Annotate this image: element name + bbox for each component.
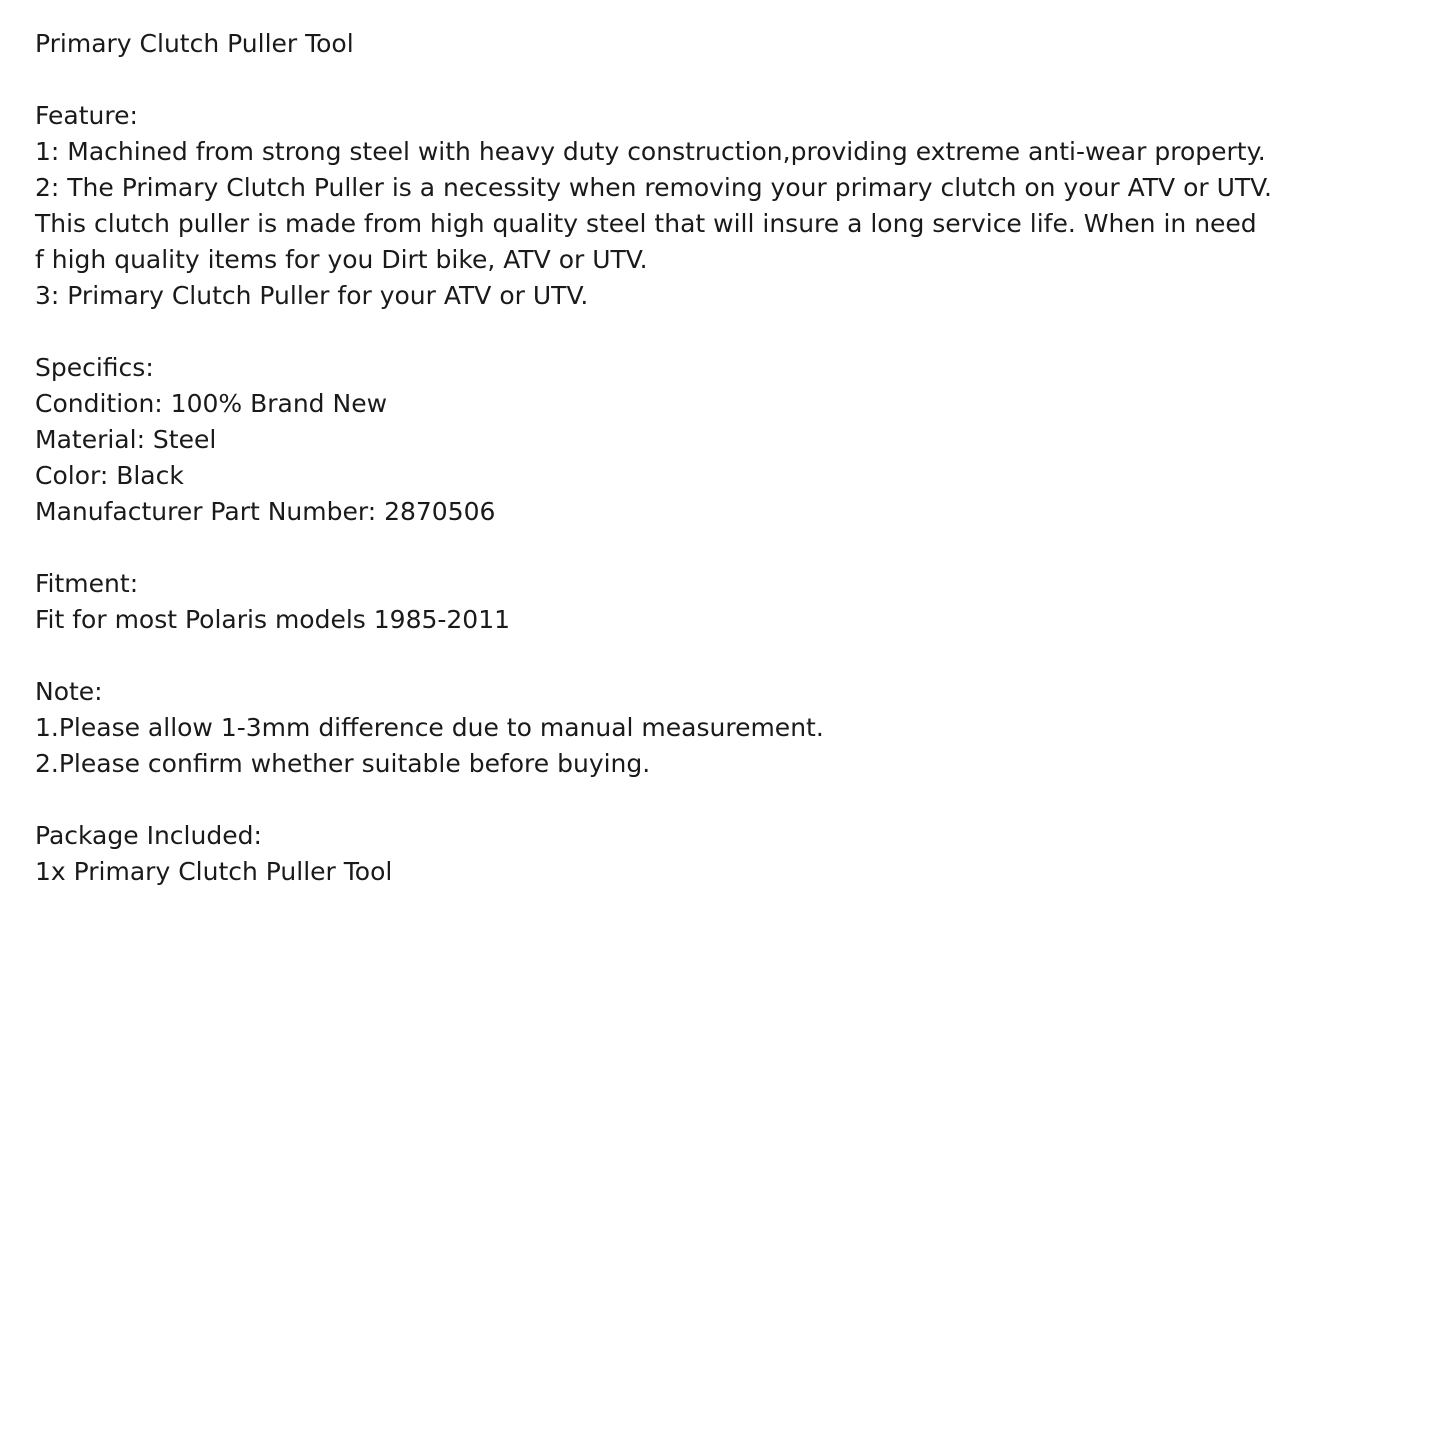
package-heading: Package Included: bbox=[35, 821, 262, 850]
feature-line: This clutch puller is made from high quality steel that will insure a long service life. When in need bbox=[35, 209, 1257, 238]
product-title: Primary Clutch Puller Tool bbox=[35, 29, 354, 58]
spacer bbox=[35, 530, 1425, 566]
spacer bbox=[35, 314, 1425, 350]
specifics-line: Manufacturer Part Number: 2870506 bbox=[35, 497, 496, 526]
note-line: 1.Please allow 1-3mm difference due to manual measurement. bbox=[35, 713, 824, 742]
specifics-line: Material: Steel bbox=[35, 425, 217, 454]
feature-line: 1: Machined from strong steel with heavy duty construction,providing extreme anti-wear property. bbox=[35, 137, 1266, 166]
spacer bbox=[35, 62, 1425, 98]
spacer bbox=[35, 638, 1425, 674]
specifics-line: Color: Black bbox=[35, 461, 184, 490]
note-heading: Note: bbox=[35, 677, 103, 706]
feature-line: f high quality items for you Dirt bike, ATV or UTV. bbox=[35, 245, 648, 274]
feature-line: 2: The Primary Clutch Puller is a necessity when removing your primary clutch on your ATV or UTV. bbox=[35, 173, 1272, 202]
fitment-heading: Fitment: bbox=[35, 569, 139, 598]
fitment-line: Fit for most Polaris models 1985-2011 bbox=[35, 605, 511, 634]
note-line: 2.Please confirm whether suitable before buying. bbox=[35, 749, 651, 778]
specifics-line: Condition: 100% Brand New bbox=[35, 389, 388, 418]
specifics-heading: Specifics: bbox=[35, 353, 154, 382]
feature-line: 3: Primary Clutch Puller for your ATV or UTV. bbox=[35, 281, 589, 310]
product-description bbox=[35, 26, 1425, 890]
spacer bbox=[35, 782, 1425, 818]
package-line: 1x Primary Clutch Puller Tool bbox=[35, 857, 393, 886]
feature-heading: Feature: bbox=[35, 101, 138, 130]
